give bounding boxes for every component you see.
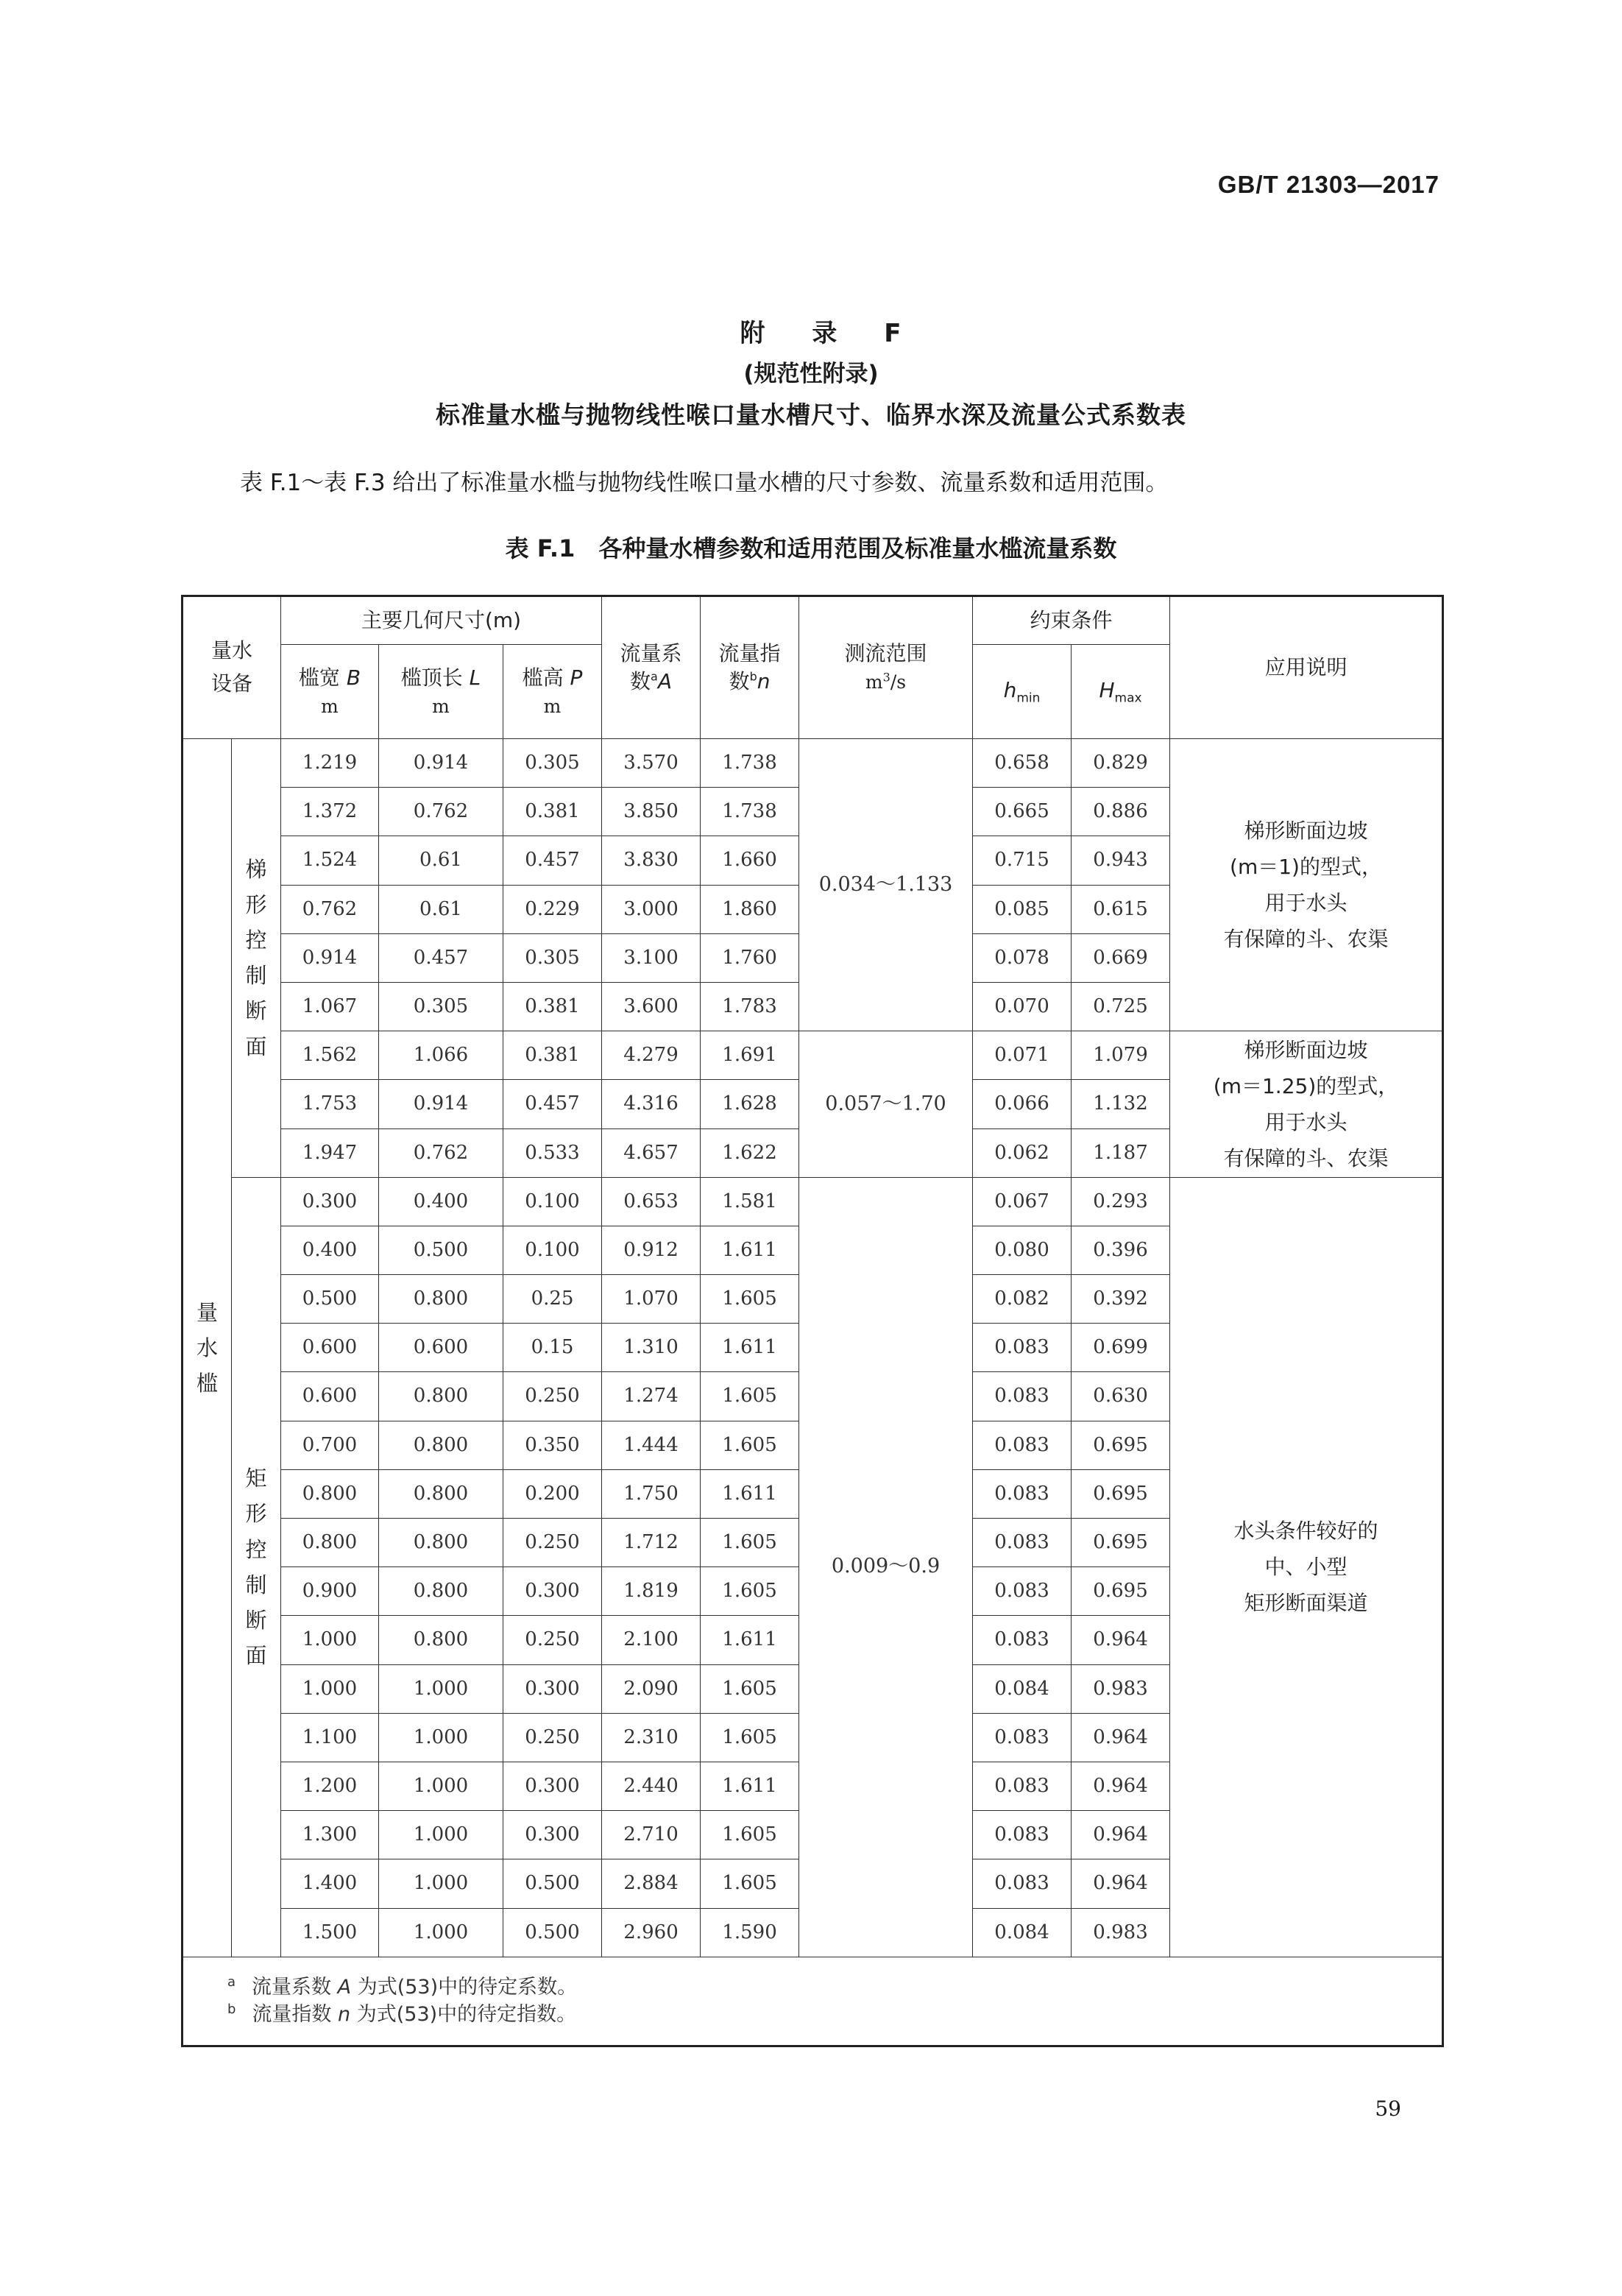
flow-exponent-cell: 1.611: [701, 1616, 799, 1664]
hmin-cell: 0.083: [973, 1567, 1072, 1616]
hmax-cell: 0.886: [1072, 788, 1170, 836]
flow-range-cell: 0.057～1.70: [799, 1031, 973, 1178]
application-note-cell: [1170, 1031, 1443, 1178]
flow-coefficient-cell: 1.750: [602, 1469, 701, 1518]
flow-exponent-cell: 1.605: [701, 1567, 799, 1616]
flow-exponent-cell: 1.738: [701, 788, 799, 836]
hmin-cell: 0.066: [973, 1080, 1072, 1128]
crest-length-cell: 0.400: [379, 1177, 503, 1226]
flow-coefficient-cell: 3.600: [602, 982, 701, 1031]
weir-width-cell: 1.100: [281, 1713, 379, 1762]
flow-exponent-cell: 1.760: [701, 933, 799, 982]
hmin-cell: 0.658: [973, 739, 1072, 788]
hmax-cell: 0.396: [1072, 1226, 1170, 1274]
flow-range-cell: 0.009～0.9: [799, 1177, 973, 1957]
flow-coefficient-cell: 1.070: [602, 1275, 701, 1324]
flow-exponent-cell: 1.590: [701, 1908, 799, 1957]
weir-height-cell: 0.381: [503, 982, 602, 1031]
flow-coefficient-cell: 3.830: [602, 836, 701, 885]
application-note-line: 有保障的斗、农渠: [1223, 1145, 1389, 1170]
application-note-line: (m＝1)的型式，: [1230, 855, 1382, 880]
hmax-cell: 0.630: [1072, 1372, 1170, 1421]
weir-width-cell: 1.947: [281, 1128, 379, 1177]
hmax-cell: 0.943: [1072, 836, 1170, 885]
hmin-cell: 0.070: [973, 982, 1072, 1031]
crest-length-cell: 1.000: [379, 1908, 503, 1957]
crest-length-cell: 0.61: [379, 836, 503, 885]
crest-length-cell: 0.500: [379, 1226, 503, 1274]
application-note-line: 有保障的斗、农渠: [1223, 927, 1389, 952]
hmax-cell: 0.964: [1072, 1713, 1170, 1762]
application-note-line: 用于水头: [1264, 891, 1347, 916]
hmax-cell: 0.983: [1072, 1908, 1170, 1957]
crest-length-cell: 1.000: [379, 1762, 503, 1810]
flow-exponent-cell: 1.605: [701, 1664, 799, 1713]
hmin-cell: 0.083: [973, 1519, 1072, 1567]
header-flow-coefficient: 流量系 数$^a$A: [602, 596, 701, 739]
flow-exponent-cell: 1.611: [701, 1762, 799, 1810]
footnote-text: 为式(53)中的待定系数。: [351, 1975, 578, 1999]
section-name-cell: [232, 739, 281, 1178]
hmin-cell: 0.082: [973, 1275, 1072, 1324]
application-note-cell: [1170, 739, 1443, 1031]
hmax-cell: 0.964: [1072, 1762, 1170, 1810]
flow-exponent-cell: 1.738: [701, 739, 799, 788]
flow-exponent-cell: 1.605: [701, 1811, 799, 1859]
flow-coefficient-cell: 3.850: [602, 788, 701, 836]
weir-height-cell: 0.457: [503, 836, 602, 885]
hmax-cell: 0.669: [1072, 933, 1170, 982]
weir-width-cell: 0.914: [281, 933, 379, 982]
standard-code: GB/T 21303—2017: [1217, 171, 1439, 198]
flow-exponent-cell: 1.605: [701, 1421, 799, 1469]
page-number: 59: [1375, 2097, 1401, 2121]
header-application-note: 应用说明: [1170, 596, 1443, 739]
weir-width-cell: 1.753: [281, 1080, 379, 1128]
flow-coefficient-cell: 0.912: [602, 1226, 701, 1274]
weir-height-cell: 0.457: [503, 1080, 602, 1128]
flow-coefficient-cell: 2.100: [602, 1616, 701, 1664]
flow-exponent-cell: 1.605: [701, 1519, 799, 1567]
weir-width-cell: 0.800: [281, 1519, 379, 1567]
footnote-symbol: A: [337, 1975, 352, 1999]
hmax-cell: 0.964: [1072, 1811, 1170, 1859]
crest-length-cell: 0.305: [379, 982, 503, 1031]
footnote-mark: b: [227, 2002, 236, 2018]
hmin-cell: 0.665: [973, 788, 1072, 836]
footnote-text: 流量系数: [252, 1975, 338, 1999]
hmax-cell: 0.964: [1072, 1616, 1170, 1664]
weir-height-cell: 0.250: [503, 1519, 602, 1567]
header-flow-range: 测流范围 $m^3/s$: [799, 596, 973, 739]
crest-length-cell: 1.000: [379, 1859, 503, 1908]
weir-height-cell: 0.100: [503, 1226, 602, 1274]
flow-coefficient-cell: 2.710: [602, 1811, 701, 1859]
flow-exponent-cell: 1.605: [701, 1372, 799, 1421]
hmax-cell: 0.983: [1072, 1664, 1170, 1713]
hmin-cell: 0.083: [973, 1421, 1072, 1469]
hmax-cell: 0.695: [1072, 1519, 1170, 1567]
application-note-line: 梯形断面边坡: [1244, 1037, 1368, 1062]
flow-exponent-cell: 1.605: [701, 1275, 799, 1324]
table-row: [183, 1031, 1443, 1080]
flow-coefficient-cell: 2.440: [602, 1762, 701, 1810]
parameter-table: [181, 595, 1444, 2047]
hmin-cell: 0.078: [973, 933, 1072, 982]
table-caption: 表 F.1 各种量水槽参数和适用范围及标准量水槛流量系数: [505, 534, 1117, 562]
weir-height-cell: 0.305: [503, 933, 602, 982]
weir-width-cell: 0.400: [281, 1226, 379, 1274]
footnote-text: 为式(53)中的待定指数。: [350, 2003, 577, 2027]
weir-height-cell: 0.100: [503, 1177, 602, 1226]
weir-height-cell: 0.25: [503, 1275, 602, 1324]
crest-length-cell: 0.800: [379, 1421, 503, 1469]
crest-length-cell: 0.61: [379, 885, 503, 933]
flow-exponent-cell: 1.691: [701, 1031, 799, 1080]
footnote: [227, 2001, 1442, 2028]
crest-length-cell: 0.762: [379, 788, 503, 836]
header-crest-length: 槛顶长 L m: [379, 645, 503, 739]
weir-height-cell: 0.229: [503, 885, 602, 933]
device-name: 量水槛: [196, 1299, 218, 1396]
flow-coefficient-cell: 3.000: [602, 885, 701, 933]
header-constraint-group: 约束条件: [973, 596, 1170, 645]
weir-height-cell: 0.300: [503, 1762, 602, 1810]
weir-width-cell: 1.400: [281, 1859, 379, 1908]
flow-coefficient-cell: 1.819: [602, 1567, 701, 1616]
flow-exponent-cell: 1.660: [701, 836, 799, 885]
footnote-text: 流量指数: [252, 2003, 339, 2027]
hmax-cell: 1.079: [1072, 1031, 1170, 1080]
weir-width-cell: 0.800: [281, 1469, 379, 1518]
hmax-cell: 0.829: [1072, 739, 1170, 788]
table-row: [183, 1177, 1443, 1226]
hmin-cell: 0.080: [973, 1226, 1072, 1274]
flow-exponent-cell: 1.783: [701, 982, 799, 1031]
flow-coefficient-cell: 3.570: [602, 739, 701, 788]
crest-length-cell: 0.457: [379, 933, 503, 982]
weir-width-cell: 1.200: [281, 1762, 379, 1810]
weir-width-cell: 1.372: [281, 788, 379, 836]
flow-exponent-cell: 1.622: [701, 1128, 799, 1177]
flow-coefficient-cell: 2.884: [602, 1859, 701, 1908]
flow-coefficient-cell: 2.090: [602, 1664, 701, 1713]
weir-width-cell: 1.300: [281, 1811, 379, 1859]
crest-length-cell: 0.800: [379, 1519, 503, 1567]
flow-coefficient-cell: 3.100: [602, 933, 701, 982]
flow-coefficient-cell: 1.274: [602, 1372, 701, 1421]
weir-width-cell: 0.762: [281, 885, 379, 933]
flow-exponent-cell: 1.860: [701, 885, 799, 933]
flow-coefficient-cell: 1.444: [602, 1421, 701, 1469]
hmax-cell: 0.615: [1072, 885, 1170, 933]
application-note-line: 梯形断面边坡: [1244, 819, 1368, 844]
flow-coefficient-cell: 4.316: [602, 1080, 701, 1128]
device-name-cell: [183, 739, 232, 1957]
hmax-cell: 0.695: [1072, 1421, 1170, 1469]
weir-height-cell: 0.305: [503, 739, 602, 788]
table-row: [183, 739, 1443, 788]
footnote-mark: a: [227, 1974, 236, 1990]
flow-range-cell: 0.034～1.133: [799, 739, 973, 1031]
header-weir-height: 槛高 P m: [503, 645, 602, 739]
flow-exponent-cell: 1.605: [701, 1713, 799, 1762]
hmax-cell: 0.699: [1072, 1324, 1170, 1372]
flow-coefficient-cell: 4.279: [602, 1031, 701, 1080]
header-geometry-group: 主要几何尺寸(m): [281, 596, 602, 645]
crest-length-cell: 0.800: [379, 1469, 503, 1518]
crest-length-cell: 0.914: [379, 739, 503, 788]
footnotes: [183, 1957, 1443, 2046]
hmin-cell: 0.083: [973, 1372, 1072, 1421]
weir-width-cell: 0.600: [281, 1372, 379, 1421]
weir-width-cell: 1.562: [281, 1031, 379, 1080]
weir-height-cell: 0.300: [503, 1664, 602, 1713]
application-note-line: 水头条件较好的: [1233, 1519, 1378, 1544]
flow-coefficient-cell: 2.310: [602, 1713, 701, 1762]
intro-paragraph: 表 F.1～表 F.3 给出了标准量水槛与抛物线性喉口量水槽的尺寸参数、流量系数和适用范围。: [240, 470, 1169, 496]
header-device: 量水设备: [183, 596, 281, 739]
appendix-type: (规范性附录): [743, 361, 879, 387]
flow-exponent-cell: 1.611: [701, 1324, 799, 1372]
weir-width-cell: 0.500: [281, 1275, 379, 1324]
weir-width-cell: 1.219: [281, 739, 379, 788]
crest-length-cell: 0.600: [379, 1324, 503, 1372]
weir-width-cell: 1.500: [281, 1908, 379, 1957]
crest-length-cell: 0.762: [379, 1128, 503, 1177]
hmax-cell: 1.132: [1072, 1080, 1170, 1128]
hmin-cell: 0.085: [973, 885, 1072, 933]
footnote-row: [183, 1957, 1443, 2046]
weir-height-cell: 0.200: [503, 1469, 602, 1518]
header-hmax: $H_{max}$: [1072, 645, 1170, 739]
weir-width-cell: 1.524: [281, 836, 379, 885]
hmin-cell: 0.083: [973, 1859, 1072, 1908]
weir-height-cell: 0.250: [503, 1372, 602, 1421]
hmin-cell: 0.083: [973, 1811, 1072, 1859]
crest-length-cell: 1.066: [379, 1031, 503, 1080]
hmin-cell: 0.083: [973, 1762, 1072, 1810]
hmax-cell: 0.725: [1072, 982, 1170, 1031]
weir-height-cell: 0.250: [503, 1713, 602, 1762]
weir-width-cell: 0.700: [281, 1421, 379, 1469]
flow-coefficient-cell: 0.653: [602, 1177, 701, 1226]
hmin-cell: 0.083: [973, 1713, 1072, 1762]
weir-height-cell: 0.500: [503, 1908, 602, 1957]
crest-length-cell: 1.000: [379, 1664, 503, 1713]
weir-height-cell: 0.15: [503, 1324, 602, 1372]
hmax-cell: 0.964: [1072, 1859, 1170, 1908]
weir-height-cell: 0.500: [503, 1859, 602, 1908]
hmax-cell: 0.392: [1072, 1275, 1170, 1324]
crest-length-cell: 0.800: [379, 1275, 503, 1324]
header-hmin: $h_{min}$: [973, 645, 1072, 739]
flow-coefficient-cell: 4.657: [602, 1128, 701, 1177]
appendix-title: 附 录 F: [740, 319, 921, 348]
flow-exponent-cell: 1.628: [701, 1080, 799, 1128]
flow-coefficient-cell: 1.310: [602, 1324, 701, 1372]
weir-height-cell: 0.350: [503, 1421, 602, 1469]
weir-height-cell: 0.381: [503, 1031, 602, 1080]
weir-width-cell: 1.000: [281, 1616, 379, 1664]
flow-exponent-cell: 1.611: [701, 1469, 799, 1518]
footnote: [227, 1974, 1442, 2001]
flow-exponent-cell: 1.605: [701, 1859, 799, 1908]
weir-height-cell: 0.381: [503, 788, 602, 836]
crest-length-cell: 0.914: [379, 1080, 503, 1128]
crest-length-cell: 0.800: [379, 1372, 503, 1421]
header-weir-width: 槛宽 B m: [281, 645, 379, 739]
weir-width-cell: 1.067: [281, 982, 379, 1031]
hmin-cell: 0.062: [973, 1128, 1072, 1177]
hmax-cell: 0.695: [1072, 1567, 1170, 1616]
crest-length-cell: 1.000: [379, 1811, 503, 1859]
application-note-line: 中、小型: [1264, 1555, 1347, 1580]
crest-length-cell: 0.800: [379, 1616, 503, 1664]
crest-length-cell: 1.000: [379, 1713, 503, 1762]
hmax-cell: 0.293: [1072, 1177, 1170, 1226]
weir-height-cell: 0.533: [503, 1128, 602, 1177]
hmin-cell: 0.083: [973, 1324, 1072, 1372]
application-note-line: 用于水头: [1264, 1109, 1347, 1134]
hmin-cell: 0.084: [973, 1908, 1072, 1957]
section-name: 梯形控制断面: [245, 856, 267, 1059]
hmax-cell: 0.695: [1072, 1469, 1170, 1518]
weir-width-cell: 0.300: [281, 1177, 379, 1226]
application-note-line: (m＝1.25)的型式，: [1213, 1073, 1399, 1098]
flow-coefficient-cell: 1.712: [602, 1519, 701, 1567]
flow-exponent-cell: 1.611: [701, 1226, 799, 1274]
appendix-subject: 标准量水槛与抛物线性喉口量水槽尺寸、临界水深及流量公式系数表: [436, 400, 1186, 429]
weir-width-cell: 0.900: [281, 1567, 379, 1616]
weir-height-cell: 0.300: [503, 1811, 602, 1859]
weir-height-cell: 0.250: [503, 1616, 602, 1664]
weir-width-cell: 0.600: [281, 1324, 379, 1372]
crest-length-cell: 0.800: [379, 1567, 503, 1616]
flow-exponent-cell: 1.581: [701, 1177, 799, 1226]
section-name: 矩形控制断面: [245, 1466, 267, 1668]
flow-coefficient-cell: 2.960: [602, 1908, 701, 1957]
hmin-cell: 0.083: [973, 1469, 1072, 1518]
weir-height-cell: 0.300: [503, 1567, 602, 1616]
hmax-cell: 1.187: [1072, 1128, 1170, 1177]
weir-width-cell: 1.000: [281, 1664, 379, 1713]
hmin-cell: 0.084: [973, 1664, 1072, 1713]
footnote-symbol: n: [338, 2003, 351, 2027]
section-name-cell: [232, 1177, 281, 1957]
hmin-cell: 0.083: [973, 1616, 1072, 1664]
hmin-cell: 0.067: [973, 1177, 1072, 1226]
hmin-cell: 0.071: [973, 1031, 1072, 1080]
hmin-cell: 0.715: [973, 836, 1072, 885]
header-flow-exponent: 流量指 数$^b$n: [701, 596, 799, 739]
application-note-cell: [1170, 1177, 1443, 1957]
application-note-line: 矩形断面渠道: [1244, 1591, 1368, 1616]
